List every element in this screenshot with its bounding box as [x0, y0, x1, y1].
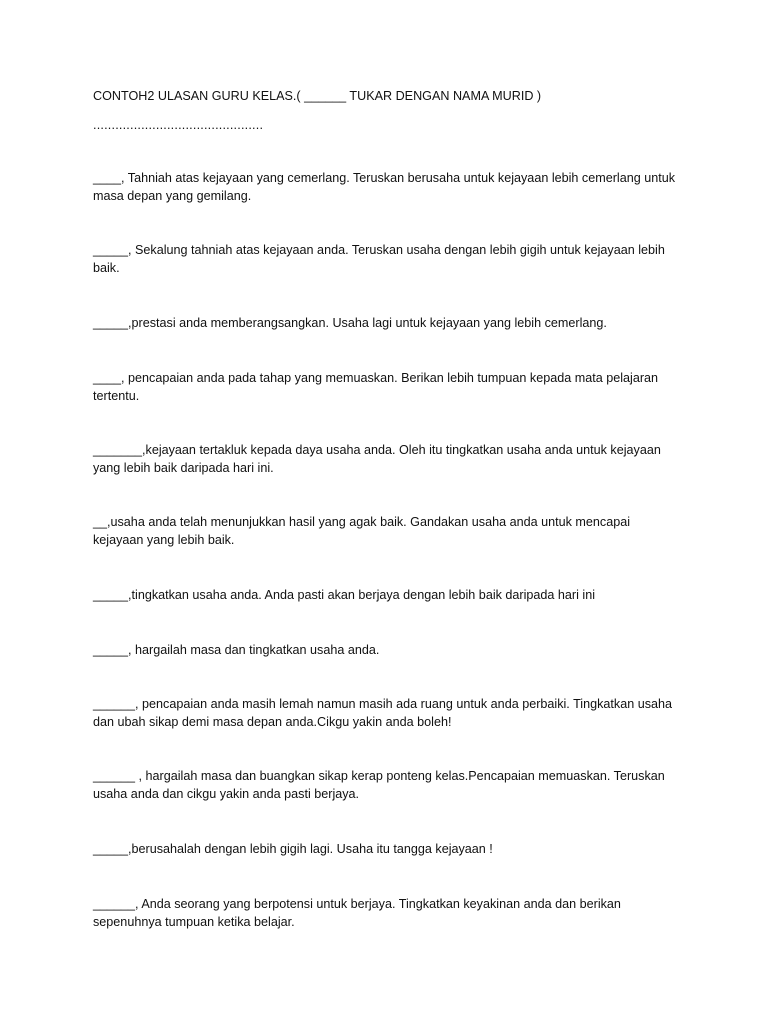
- comment-paragraph: ____, Tahniah atas kejayaan yang cemerlang. Teruskan berusaha untuk kejayaan lebih cemerlang untuk masa depan yang gemilang.: [93, 171, 676, 203]
- comment-paragraph: _____, Sekalung tahniah atas kejayaan anda. Teruskan usaha dengan lebih gigih untuk kejayaan lebih baik.: [93, 243, 665, 275]
- comment-paragraph: ______, Anda seorang yang berpotensi untuk berjaya. Tingkatkan keyakinan anda dan berikan sepenuhnya tumpuan ketika belajar.: [93, 897, 621, 929]
- comment-paragraph: _____,tingkatkan usaha anda. Anda pasti akan berjaya dengan lebih baik daripada hari ini: [93, 588, 596, 602]
- comment-paragraph: _____, hargailah masa dan tingkatkan usaha anda.: [93, 643, 380, 657]
- comment-paragraph: ______ , hargailah masa dan buangkan sikap kerap ponteng kelas.Pencapaian memuaskan. Teruskan usaha anda dan cikgu yakin anda pasti berjaya.: [93, 769, 665, 801]
- comment-paragraph: _______,kejayaan tertakluk kepada daya usaha anda. Oleh itu tingkatkan usaha anda untuk kejayaan yang lebih baik daripada hari ini.: [93, 443, 661, 475]
- document-title: CONTOH2 ULASAN GURU KELAS.( ______ TUKAR DENGAN NAMA MURID ): [93, 89, 542, 103]
- comment-paragraph: __,usaha anda telah menunjukkan hasil yang agak baik. Gandakan usaha anda untuk mencapai kejayaan yang lebih baik.: [93, 515, 631, 547]
- comment-paragraph: _____,berusahalah dengan lebih gigih lagi. Usaha itu tangga kejayaan !: [93, 842, 493, 856]
- comment-paragraph: ____, pencapaian anda pada tahap yang memuaskan. Berikan lebih tumpuan kepada mata pelajaran tertentu.: [93, 371, 659, 403]
- comment-paragraph: ______, pencapaian anda masih lemah namun masih ada ruang untuk anda perbaiki. Tingkatkan usaha dan ubah sikap demi masa depan anda.Cikgu yakin anda boleh!: [93, 697, 673, 729]
- comment-paragraph: _____,prestasi anda memberangsangkan. Usaha lagi untuk kejayaan yang lebih cemerlang.: [93, 316, 607, 330]
- dotted-separator: ..............................................: [93, 118, 264, 132]
